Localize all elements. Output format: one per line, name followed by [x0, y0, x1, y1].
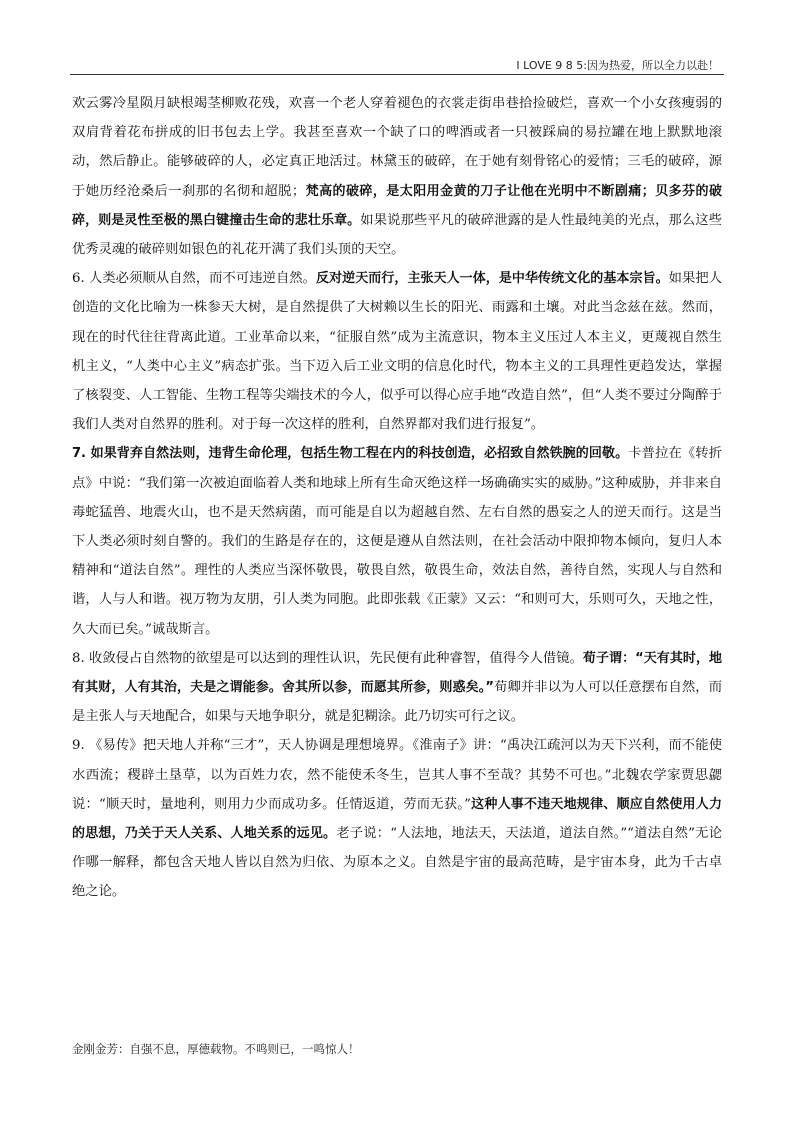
page-footer: 金刚金芳：自强不息，厚德载物。不鸣则已，一鸣惊人！ [72, 1042, 360, 1056]
text-segment: 如果把人创造的文化比喻为一株参天大树，是自然提供了大树赖以生长的阳光、雨露和土壤。对此当念兹在兹。然而，现在的时代往往背离此道。工业革命以来，“征服自然”成为主流意识，物本主义压过人本主义，更蔑视自然生机主义，“人类中心主义”病态扩张。当下迈入后工业文明的信息化时代，物本主义的工具理性更趋发达，掌握了核裂变、人工智能、生物工程等尖端技术的今人，似乎可以得心应手地“改造自然”，但“人类不要过分陶醉于我们人类对自然界的胜利。对于每一次这样的胜利，自然界都对我们进行报复”。 [72, 271, 722, 433]
paragraph-6 [72, 264, 722, 439]
page-header: I LOVE 9 8 5:因为热爱，所以全力以赴！ [516, 59, 719, 72]
paragraph-9 [72, 731, 722, 906]
text-segment: 如果说那些平凡的破碎泄露的是人性最纯美的光点，那么这些优秀灵魂的破碎则如银色的礼花开满了我们头顶的天空。 [72, 212, 722, 258]
document-body [72, 89, 722, 907]
bold-text-segment: 荀子谓：“天有其时，地有其财，人有其治，夫是之谓能参。舍其所以参，而愿其所参，则惑矣。” [72, 650, 722, 696]
bold-text-segment: 这种人事不违天地规律、顺应自然使用人力的思想，乃关于天人关系、人地关系的远见。 [72, 796, 722, 842]
text-segment: 9. 《易传》把天地人并称“三才”，天人协调是理想境界。《淮南子》讲：“禹决江疏河以为天下兴利，而不能使水西流；稷辟土垦草，以为百姓力农，然不能使禾冬生，岂其人事不至哉？其势不可也。”北魏农学家贾思勰说：“顺天时，量地利，则用力少而成功多。任情返道，劳而无获。” [72, 738, 722, 812]
paragraph-8 [72, 644, 722, 732]
text-segment: 6. 人类必须顺从自然，而不可违逆自然。 [72, 271, 317, 287]
text-segment: 欢云雾冷星陨月缺根竭茎柳败花残，欢喜一个老人穿着褪色的衣裳走街串巷拾捡破烂，喜欢一个小女孩瘦弱的双肩背着花布拼成的旧书包去上学。我甚至喜欢一个缺了口的啤酒或者一只被踩扁的易拉罐在地上默默地滚动，然后静止。能够破碎的人，必定真正地活过。林黛玉的破碎，在于她有刻骨铭心的爱情；三毛的破碎，源于她历经沧桑后一刹那的名彻和超脱； [72, 96, 722, 199]
bold-text-segment: 反对逆天而行，主张天人一体，是中华传统文化的基本宗旨。 [316, 271, 669, 287]
header-divider [70, 74, 724, 75]
text-segment: 荀卿并非以为人可以任意摆布自然，而是主张人与天地配合，如果与天地争职分，就是犯糊涂。此乃切实可行之议。 [72, 680, 723, 725]
paragraph-continuation [72, 89, 722, 264]
text-segment: 老子说：“人法地，地法天，天法道，道法自然。”“道法自然”无论作哪一解释，都包含天地人皆以自然为归依、为原本之义。自然是宇宙的最高范畴，是宇宙本身，此为千古卓绝之论。 [72, 826, 722, 900]
paragraph-7 [72, 439, 722, 643]
bold-text-segment: 梵高的破碎，是太阳用金黄的刀子让他在光明中不断剧痛；贝多芬的破碎，则是灵性至极的黑白键撞击生命的悲壮乐章。 [72, 183, 722, 228]
bold-text-segment: 7. 如果背弃自然法则，违背生命伦理，包括生物工程在内的科技创造，必招致自然铁腕的回敬。 [72, 446, 629, 462]
text-segment: 8. 收敛侵占自然物的欲望是可以达到的理性认识，先民便有此种睿智，值得今人借镜。 [72, 650, 583, 666]
text-segment: 卡普拉在《转折点》中说：“我们第一次被迫面临着人类和地球上所有生命灭绝这样一场确确实实的威胁。”这种威胁，并非来自毒蛇猛兽、地震火山，也不是天然病菌，而可能是自以为超越自然、左右自然的愚妄之人的逆天而行。这是当下人类必须时刻自警的。我们的生路是存在的，这便是遵从自然法则，在社会活动中限抑物本倾向，复归人本精神和“道法自然”。理性的人类应当深怀敬畏，敬畏自然，敬畏生命，效法自然，善待自然，实现人与自然和谐，人与人和谐。视万物为友朋，引人类为同胞。此即张载《正蒙》又云：“和则可大，乐则可久，天地之性，久大而已矣。”诚哉斯言。 [72, 446, 723, 637]
